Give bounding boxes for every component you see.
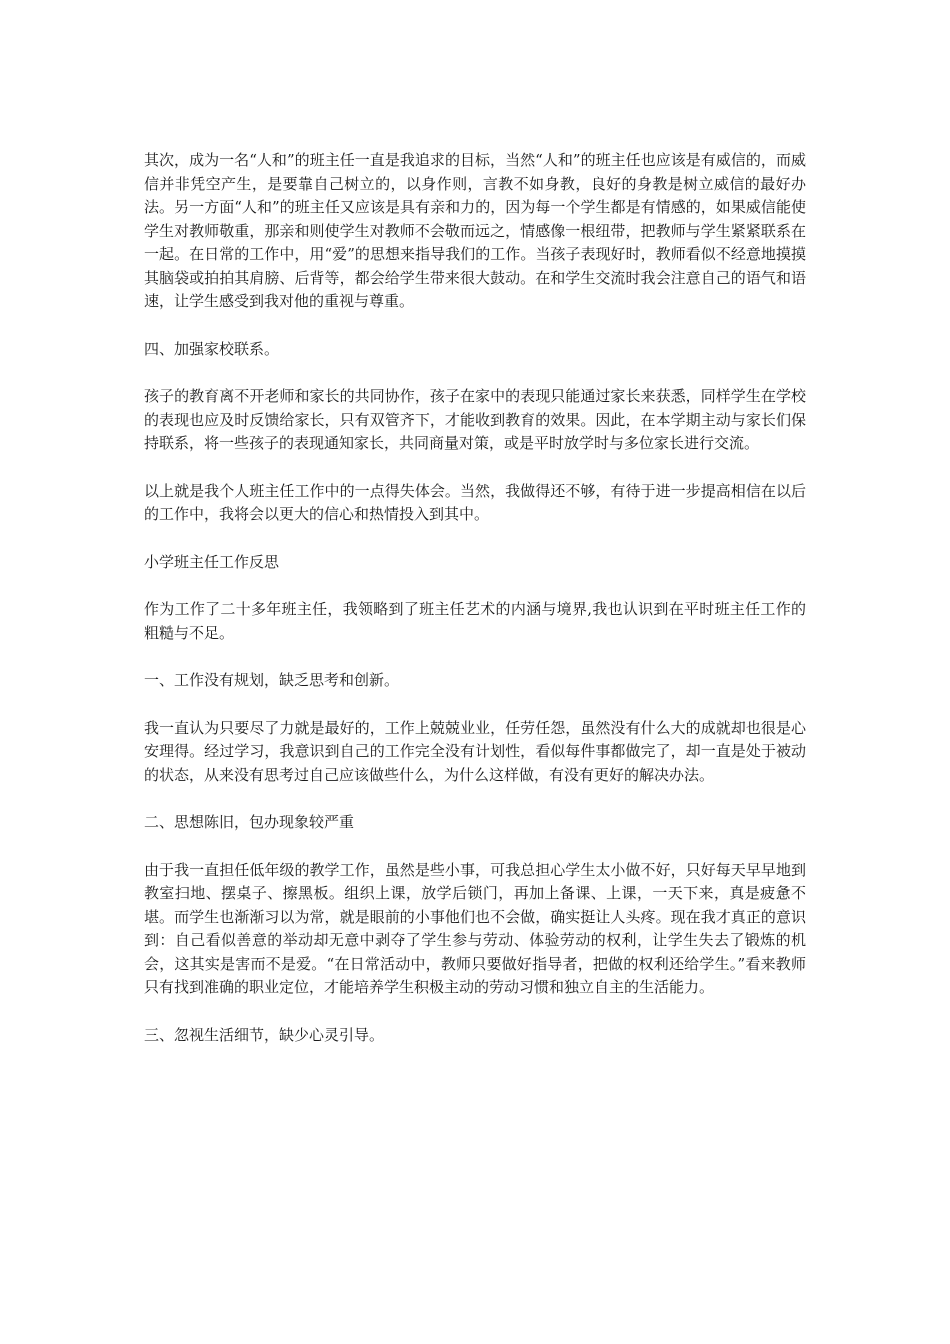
heading-home-school-contact: 四、加强家校联系。 <box>144 339 280 358</box>
section-title-reflection: 小学班主任工作反思 <box>144 552 280 571</box>
heading-old-thinking: 二、思想陈旧，包办现象较严重 <box>144 813 355 831</box>
paragraph-reflection-intro: 作为工作了二十多年班主任，我领略到了班主任艺术的内涵与境界,我也认识到在平时班主任工作的粗糙与不足。 <box>144 600 806 642</box>
heading-no-planning: 一、工作没有规划，缺乏思考和创新。 <box>144 671 400 689</box>
paragraph-parent-cooperation: 孩子的教育离不开老师和家长的共同协作，孩子在家中的表现只能通过家长来获悉，同样学生在学校的表现也应及时反馈给家长，只有双管齐下，才能收到教育的效果。因此，在本学期主动与家长们保持联系，将一些孩子的表现通知家长，共同商量对策，或是平时放学时与多位家长进行交流。 <box>144 387 806 452</box>
paragraph-summary: 以上就是我个人班主任工作中的一点得失体会。当然，我做得还不够，有待于进一步提高相信在以后的工作中，我将会以更大的信心和热情投入到其中。 <box>144 481 806 523</box>
paragraph-old-thinking: 由于我一直担任低年级的教学工作，虽然是些小事，可我总担心学生太小做不好，只好每天早早地到教室扫地、摆桌子、擦黑板。组织上课，放学后锁门，再加上备课、上课，一天下来，真是疲惫不堪。而学生也渐渐习以为常，就是眼前的小事他们也不会做，确实挺让人头疼。现在我才真正的意识到：自己看似善意的举动却无意中剥夺了学生参与劳动、体验劳动的权利，让学生失去了锻炼的机会，这其实是害而不是爱。“在日常活动中，教师只要做好指导者，把做的权利还给学生。”看来教师只有找到准确的职业定位，才能培养学生积极主动的劳动习惯和独立自主的生活能力。 <box>144 860 806 996</box>
document-body <box>144 149 806 1071</box>
paragraph-no-planning: 我一直认为只要尽了力就是最好的，工作上兢兢业业，任劳任怨，虽然没有什么大的成就却也很是心安理得。经过学习，我意识到自己的工作完全没有计划性，看似每件事都做完了，却一直是处于被动的状态，从来没有思考过自己应该做些什么，为什么这样做，有没有更好的解决办法。 <box>144 718 806 784</box>
heading-life-details: 三、忽视生活细节，缺少心灵引导。 <box>144 1025 385 1044</box>
paragraph-teacher-authority: 其次，成为一名“人和”的班主任一直是我追求的目标，当然“人和”的班主任也应该是有威信的，而威信并非凭空产生，是要靠自己树立的，以身作则，言教不如身教，良好的身教是树立威信的最好办法。另一方面“人和”的班主任又应该是具有亲和力的，因为每一个学生都是有情感的，如果威信能使学生对教师敬重，那亲和则使学生对教师不会敬而远之，情感像一根纽带，把教师与学生紧紧联系在一起。在日常的工作中，用“爱”的思想来指导我们的工作。当孩子表现好时，教师看似不经意地摸摸其脑袋或拍拍其肩膀、后背等，都会给学生带来很大鼓动。在和学生交流时我会注意自己的语气和语速，让学生感受到我对他的重视与尊重。 <box>144 151 806 310</box>
